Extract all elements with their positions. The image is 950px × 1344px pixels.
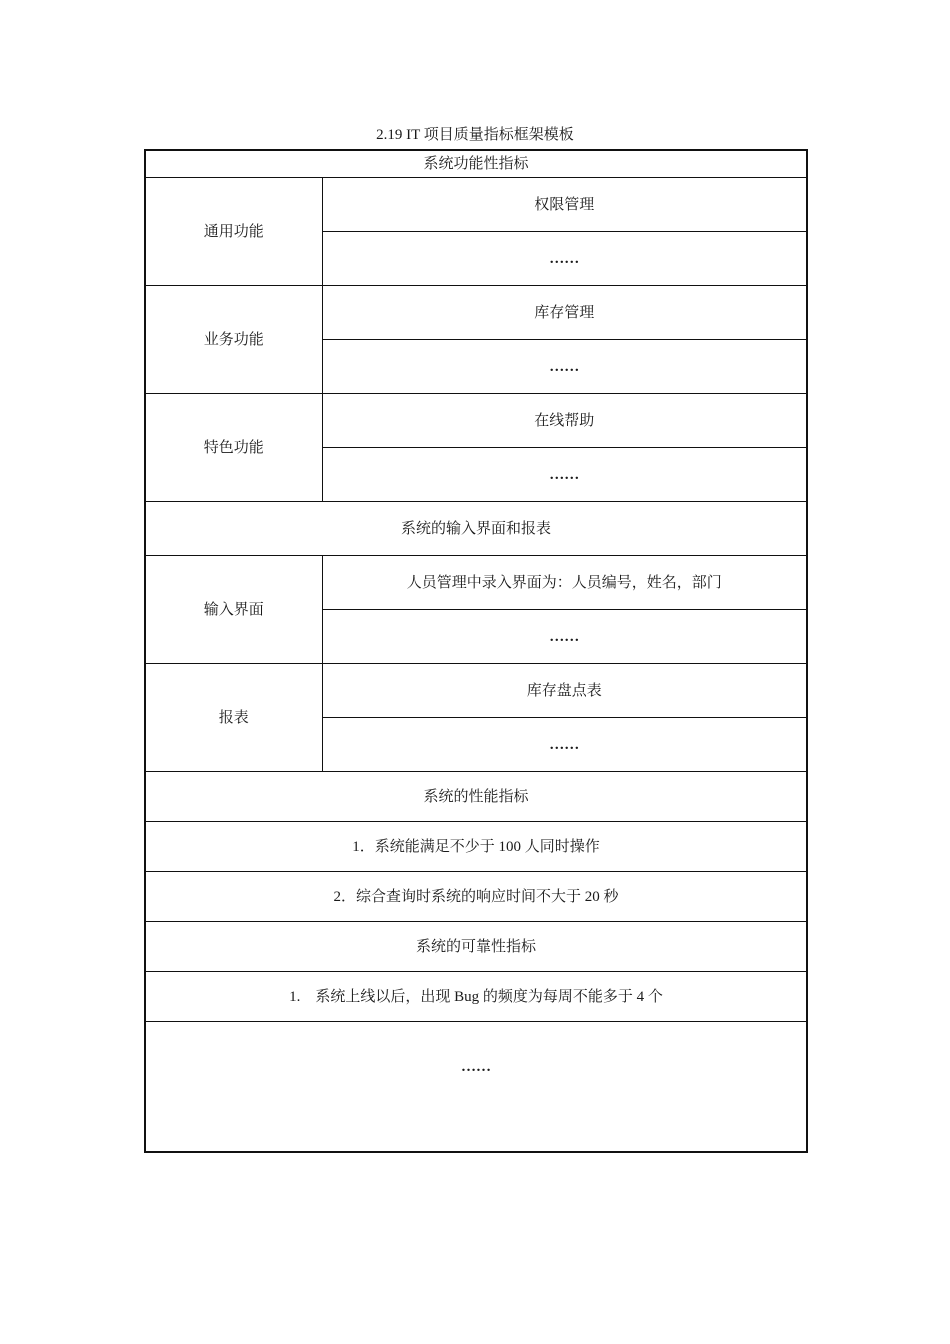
page-title: 2.19 IT 项目质量指标框架模板 xyxy=(376,127,574,143)
item-inventory-management: 库存管理 xyxy=(322,286,807,340)
section-header-performance: 系统的性能指标 xyxy=(145,772,807,822)
item-permission-management: 权限管理 xyxy=(322,178,807,232)
category-special-function: 特色功能 xyxy=(145,394,322,502)
category-business-function: 业务功能 xyxy=(145,286,322,394)
item-online-help: 在线帮助 xyxy=(322,394,807,448)
item-ellipsis: …… xyxy=(322,718,807,772)
performance-item-concurrency: 1．系统能满足不少于 100 人同时操作 xyxy=(145,822,807,872)
item-ellipsis: …… xyxy=(322,610,807,664)
item-ellipsis: …… xyxy=(322,340,807,394)
category-general-function: 通用功能 xyxy=(145,178,322,286)
item-personnel-input-screen: 人员管理中录入界面为：人员编号，姓名，部门 xyxy=(322,556,807,610)
section-header-functional: 系统功能性指标 xyxy=(145,150,807,178)
category-report: 报表 xyxy=(145,664,322,772)
section-header-reliability: 系统的可靠性指标 xyxy=(145,922,807,972)
category-input-screen: 输入界面 xyxy=(145,556,322,664)
item-ellipsis: …… xyxy=(322,232,807,286)
quality-indicator-table xyxy=(144,149,808,1153)
item-inventory-count-report: 库存盘点表 xyxy=(322,664,807,718)
reliability-item-ellipsis: …… xyxy=(145,1022,807,1153)
performance-item-response-time: 2．综合查询时系统的响应时间不大于 20 秒 xyxy=(145,872,807,922)
item-ellipsis: …… xyxy=(322,448,807,502)
reliability-item-bug-frequency: 1. 系统上线以后，出现 Bug 的频度为每周不能多于 4 个 xyxy=(145,972,807,1022)
section-header-io: 系统的输入界面和报表 xyxy=(145,502,807,556)
